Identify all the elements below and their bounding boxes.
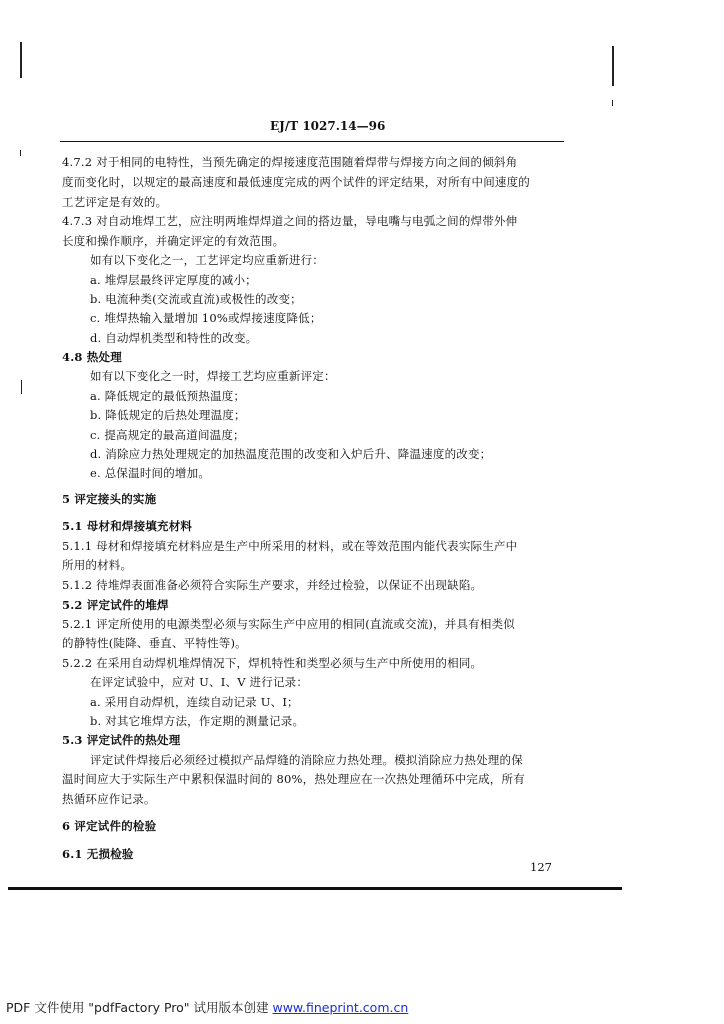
clause-5-1-1-line-2: 所用的材料。 [62,558,133,572]
clause-4-7-3-item-b: b. 电流种类(交流或直流)或极性的改变； [90,292,302,306]
fineprint-link[interactable]: www.fineprint.com.cn [272,1000,409,1015]
clause-4-7-3-item-a: a. 堆焊层最终评定厚度的减小； [90,273,257,287]
pdf-footer-text: PDF 文件使用 "pdfFactory Pro" 试用版本创建 [6,1000,273,1015]
scan-mark-right [612,46,614,86]
section-5-3-title: 5.3 评定试件的热处理 [62,733,181,747]
clause-4-7-2-line-3: 工艺评定是有效的。 [62,195,168,209]
scan-mark-right-2 [612,100,613,106]
clause-5-2-1-line-1: 5.2.1 评定所使用的电源类型必须与实际生产中应用的相同(直流或交流)，并具有相类似 [62,617,515,631]
page-number: 127 [530,860,552,874]
page-bottom-rule [8,887,622,890]
section-5-3-line-3: 热循环应作记录。 [62,792,156,806]
section-6-1-title: 6.1 无损检验 [62,847,134,861]
clause-5-1-1-line-1: 5.1.1 母材和焊接填充材料应是生产中所采用的材料，或在等效范围内能代表实际生产中 [62,539,518,553]
clause-4-7-3-item-c: c. 堆焊热输入量增加 10%或焊接速度降低； [90,311,322,325]
section-4-8-item-a: a. 降低规定的最低预热温度； [90,389,246,403]
section-4-8-item-c: c. 提高规定的最高道间温度； [90,428,245,442]
section-5-title: 5 评定接头的实施 [62,492,157,506]
scan-mark-left-2 [20,150,21,156]
standard-code-header: EJ/T 1027.14—96 [270,119,386,133]
clause-5-2-2: 5.2.2 在采用自动焊机堆焊情况下，焊机特性和类型必须与生产中所使用的相同。 [62,656,483,670]
clause-5-2-2-intro: 在评定试验中，应对 U、I、V 进行记录： [90,675,309,689]
section-4-8-intro: 如有以下变化之一时，焊接工艺均应重新评定： [90,369,336,383]
clause-4-7-3-intro: 如有以下变化之一，工艺评定均应重新进行： [90,253,324,267]
scan-mark-left [20,42,22,78]
scan-mark-left-3 [21,380,22,394]
section-5-2-title: 5.2 评定试件的堆焊 [62,598,169,612]
clause-4-7-2-line-2: 度而变化时，以规定的最高速度和最低速度完成的两个试件的评定结果，对所有中间速度的 [62,175,530,189]
section-5-3-line-1: 评定试件焊接后必须经过模拟产品焊缝的消除应力热处理。模拟消除应力热处理的保 [90,753,523,767]
header-rule [60,141,564,142]
clause-4-7-3-line-2: 长度和操作顺序，并确定评定的有效范围。 [62,234,285,248]
clause-5-2-2-item-b: b. 对其它堆焊方法，作定期的测量记录。 [90,714,305,728]
clause-4-7-3-line-1: 4.7.3 对自动堆焊工艺，应注明两堆焊焊道之间的搭边量，导电嘴与电弧之间的焊带外伸 [62,214,518,228]
section-5-3-line-2: 温时间应大于实际生产中累积保温时间的 80%，热处理应在一次热处理循环中完成，所有 [62,772,525,786]
section-4-8-item-b: b. 降低规定的后热处理温度； [90,408,246,422]
clause-4-7-2-line-1: 4.7.2 对于相同的电特性，当预先确定的焊接速度范围随着焊带与焊接方向之间的倾斜角 [62,155,518,169]
clause-5-2-2-item-a: a. 采用自动焊机，连续自动记录 U、I； [90,695,299,709]
section-4-8-item-e: e. 总保温时间的增加。 [90,466,211,480]
clause-5-2-1-line-2: 的静特性(陡降、垂直、平特性等)。 [62,636,247,650]
clause-5-1-2: 5.1.2 待堆焊表面准备必须符合实际生产要求，并经过检验，以保证不出现缺陷。 [62,578,483,592]
pdf-footer [6,998,408,1016]
section-5-1-title: 5.1 母材和焊接填充材料 [62,519,193,533]
section-4-8-title: 4.8 热处理 [62,350,122,364]
section-6-title: 6 评定试件的检验 [62,819,157,833]
section-4-8-item-d: d. 消除应力热处理规定的加热温度范围的改变和入炉后升、降温速度的改变； [90,447,492,461]
clause-4-7-3-item-d: d. 自动焊机类型和特性的改变。 [90,331,258,345]
